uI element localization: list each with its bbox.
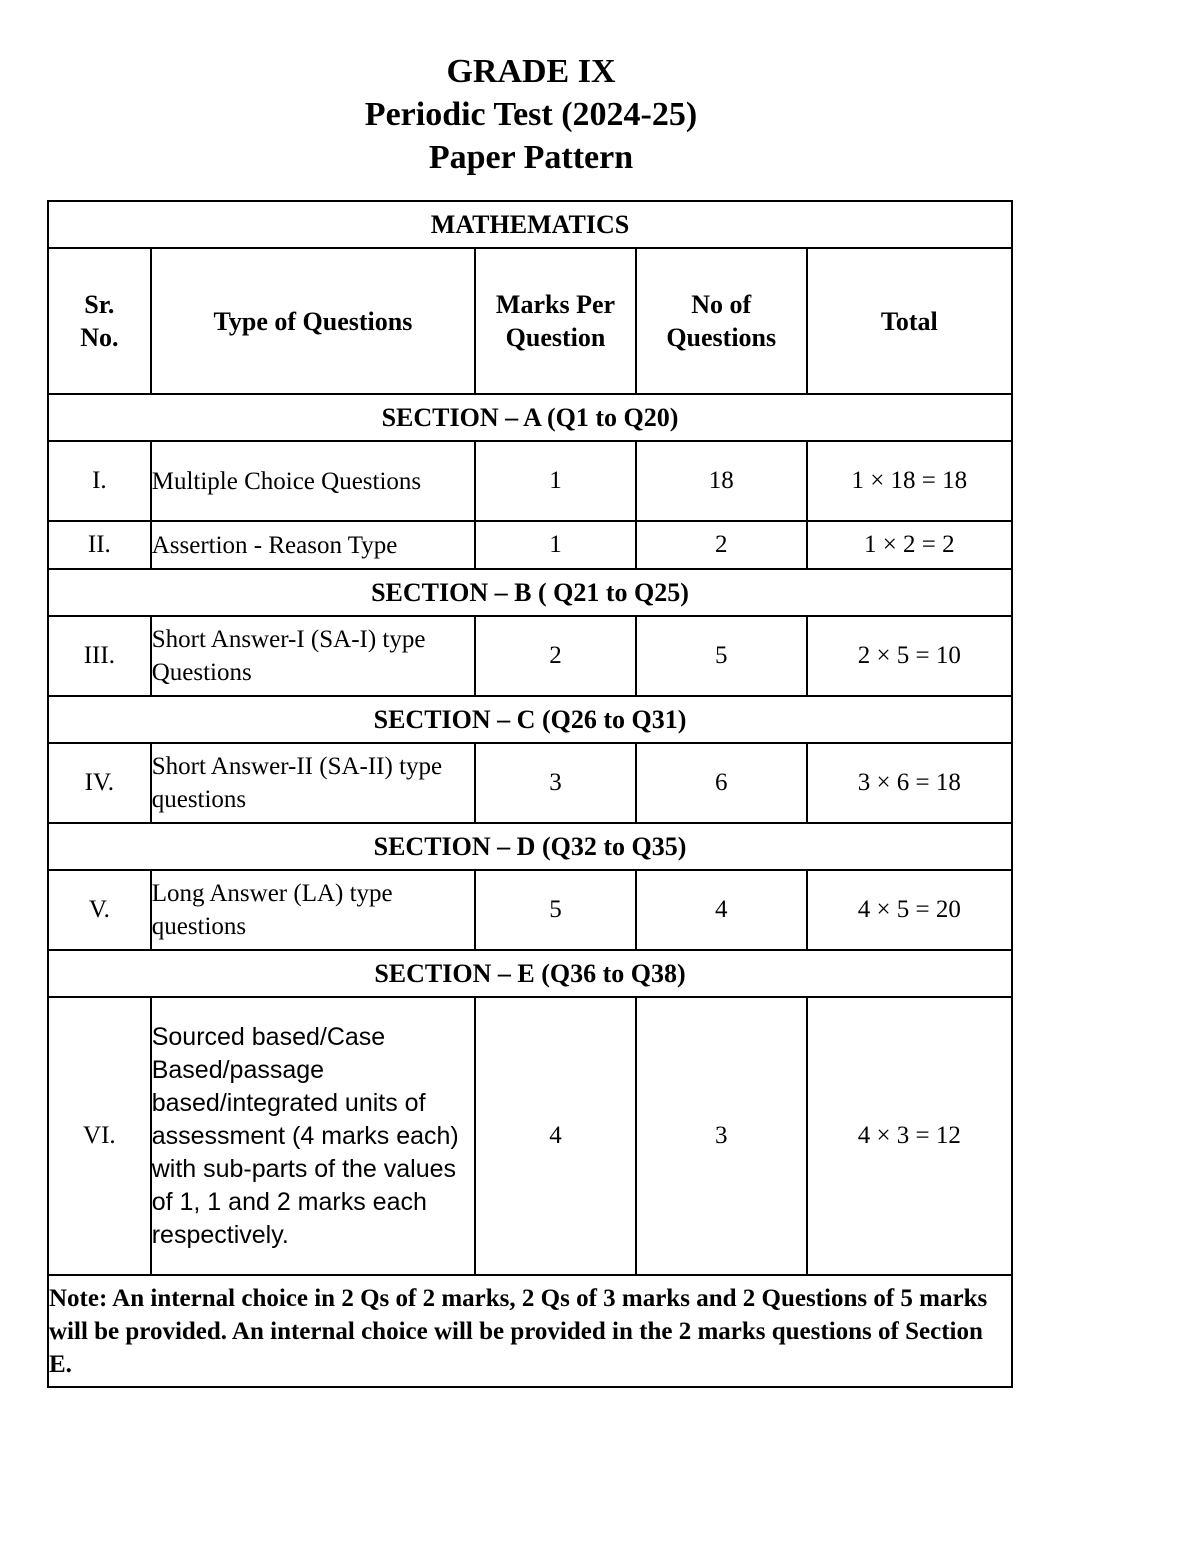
count-cell: 18 xyxy=(636,441,807,521)
document-header xyxy=(0,50,1062,179)
sr-cell: VI. xyxy=(48,997,151,1275)
marks-cell: 1 xyxy=(475,441,636,521)
total-cell: 4 × 5 = 20 xyxy=(807,870,1012,950)
count-cell: 2 xyxy=(636,521,807,569)
total-cell: 1 × 2 = 2 xyxy=(807,521,1012,569)
section-row xyxy=(48,696,1012,743)
marks-cell: 2 xyxy=(475,616,636,696)
count-cell: 4 xyxy=(636,870,807,950)
total-cell: 3 × 6 = 18 xyxy=(807,743,1012,823)
paper-pattern-table xyxy=(47,200,1013,1388)
subject-row xyxy=(48,201,1012,248)
section-title: SECTION – C (Q26 to Q31) xyxy=(48,696,1012,743)
column-header-marks: Marks Per Question xyxy=(475,248,636,394)
sr-cell: II. xyxy=(48,521,151,569)
table-row xyxy=(48,521,1012,569)
marks-cell: 4 xyxy=(475,997,636,1275)
test-title: Periodic Test (2024-25) xyxy=(364,96,698,133)
note-row xyxy=(48,1275,1012,1387)
section-title: SECTION – B ( Q21 to Q25) xyxy=(48,569,1012,616)
marks-cell: 5 xyxy=(475,870,636,950)
table-row xyxy=(48,743,1012,823)
column-header-type: Type of Questions xyxy=(151,248,475,394)
type-cell: Short Answer-I (SA-I) type Questions xyxy=(151,616,475,696)
column-header-count: No of Questions xyxy=(636,248,807,394)
note-text: Note: An internal choice in 2 Qs of 2 marks, 2 Qs of 3 marks and 2 Questions of 5 marks will be provided. An internal choice will be provided in the 2 marks questions of Section E. xyxy=(48,1275,1012,1387)
column-header-sr: Sr. No. xyxy=(48,248,151,394)
type-cell: Long Answer (LA) type questions xyxy=(151,870,475,950)
marks-cell: 3 xyxy=(475,743,636,823)
count-cell: 3 xyxy=(636,997,807,1275)
grade-title: GRADE IX xyxy=(446,53,616,90)
type-cell: Sourced based/Case Based/passage based/integrated units of assessment (4 marks each) with sub-parts of the values of 1, 1 and 2 marks each respectively. xyxy=(151,997,475,1275)
sr-cell: III. xyxy=(48,616,151,696)
table-row xyxy=(48,616,1012,696)
section-row xyxy=(48,394,1012,441)
section-row xyxy=(48,569,1012,616)
pattern-title: Paper Pattern xyxy=(428,139,634,176)
column-header-total: Total xyxy=(807,248,1012,394)
type-cell: Assertion - Reason Type xyxy=(151,521,475,569)
subject-name: MATHEMATICS xyxy=(48,201,1012,248)
count-cell: 5 xyxy=(636,616,807,696)
sr-cell: I. xyxy=(48,441,151,521)
count-cell: 6 xyxy=(636,743,807,823)
sr-cell: IV. xyxy=(48,743,151,823)
column-header-row xyxy=(48,248,1012,394)
table-row xyxy=(48,870,1012,950)
table-row xyxy=(48,997,1012,1275)
section-row xyxy=(48,823,1012,870)
total-cell: 4 × 3 = 12 xyxy=(807,997,1012,1275)
section-title: SECTION – A (Q1 to Q20) xyxy=(48,394,1012,441)
type-cell: Short Answer-II (SA-II) type questions xyxy=(151,743,475,823)
marks-cell: 1 xyxy=(475,521,636,569)
section-row xyxy=(48,950,1012,997)
table-row xyxy=(48,441,1012,521)
type-cell: Multiple Choice Questions xyxy=(151,441,475,521)
total-cell: 1 × 18 = 18 xyxy=(807,441,1012,521)
total-cell: 2 × 5 = 10 xyxy=(807,616,1012,696)
sr-cell: V. xyxy=(48,870,151,950)
section-title: SECTION – D (Q32 to Q35) xyxy=(48,823,1012,870)
section-title: SECTION – E (Q36 to Q38) xyxy=(48,950,1012,997)
